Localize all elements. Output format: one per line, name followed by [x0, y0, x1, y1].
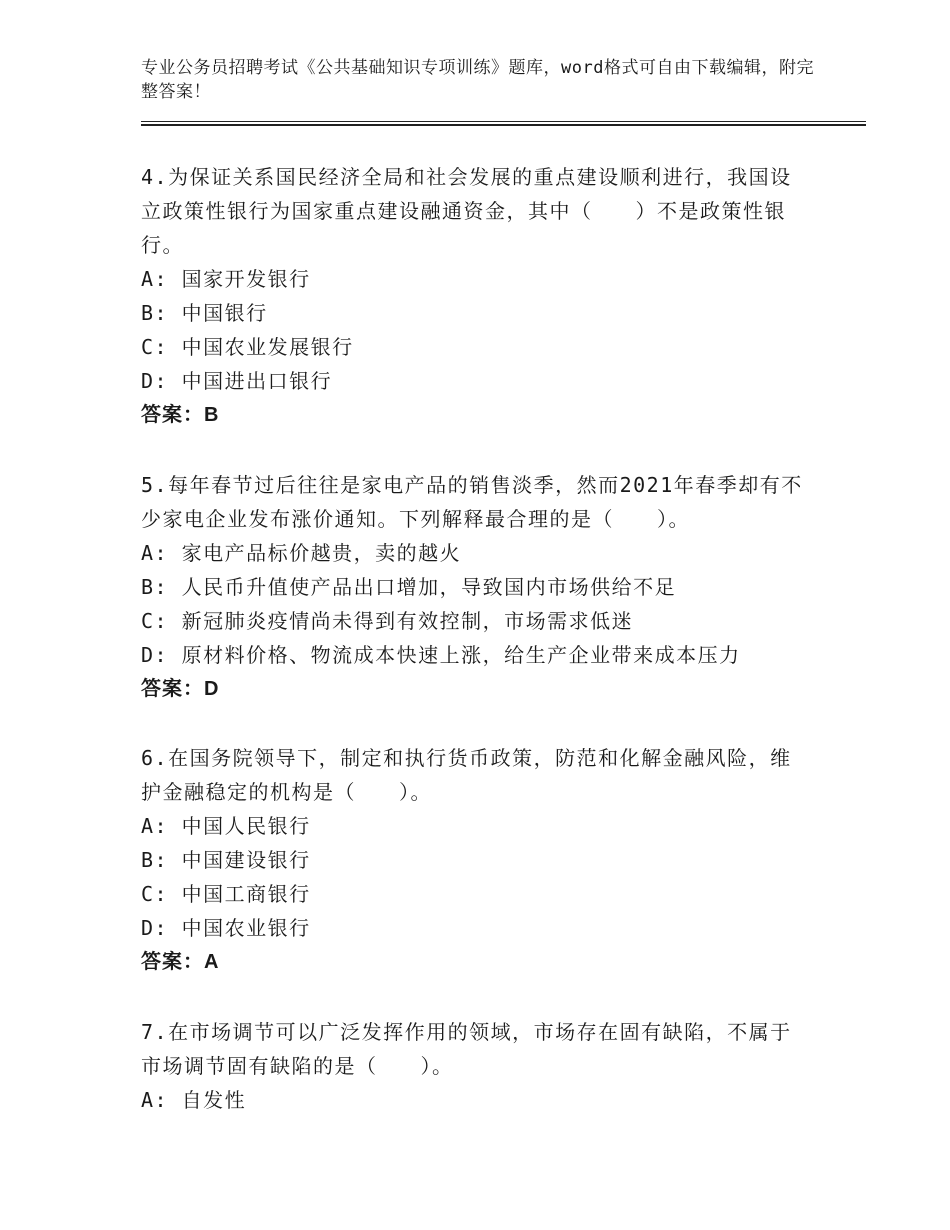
option-d: D: 中国农业银行 — [141, 916, 311, 940]
option-b: B: 中国银行 — [141, 301, 268, 325]
option-d: D: 中国进出口银行 — [141, 369, 333, 393]
question-stem: 4.为保证关系国民经济全局和社会发展的重点建设顺利进行，我国设立政策性银行为国家重点建设融通资金，其中（ ）不是政策性银行。 — [141, 165, 792, 257]
header-divider-thick — [141, 124, 866, 126]
question-stem: 5.每年春节过后往往是家电产品的销售淡季，然而2021年春季却有不少家电企业发布涨价通知。下列解释最合理的是（ ）。 — [141, 473, 803, 531]
question-7 — [141, 1015, 811, 1117]
option-d: D: 原材料价格、物流成本快速上涨，给生产企业带来成本压力 — [141, 643, 741, 667]
question-stem: 6.在国务院领导下，制定和执行货币政策，防范和化解金融风险，维护金融稳定的机构是（ ）。 — [141, 746, 792, 804]
option-c: C: 中国农业发展银行 — [141, 335, 354, 359]
question-stem: 7.在市场调节可以广泛发挥作用的领域，市场存在固有缺陷，不属于市场调节固有缺陷的是（ ）。 — [141, 1020, 792, 1078]
option-b: B: 人民币升值使产品出口增加，导致国内市场供给不足 — [141, 575, 677, 599]
header-divider-thin — [141, 121, 866, 122]
option-a: A: 国家开发银行 — [141, 267, 311, 291]
page-header: 专业公务员招聘考试《公共基础知识专项训练》题库，word格式可自由下载编辑，附完整答案！ — [141, 58, 814, 102]
question-4 — [141, 160, 811, 432]
question-5 — [141, 468, 811, 706]
option-b: B: 中国建设银行 — [141, 848, 311, 872]
answer-line: 答案：D — [141, 678, 220, 700]
question-6 — [141, 741, 811, 979]
option-a: A: 家电产品标价越贵，卖的越火 — [141, 541, 462, 565]
option-c: C: 新冠肺炎疫情尚未得到有效控制，市场需求低迷 — [141, 609, 634, 633]
answer-line: 答案：A — [141, 951, 220, 973]
answer-line: 答案：B — [141, 404, 220, 426]
option-c: C: 中国工商银行 — [141, 882, 311, 906]
option-a: A: 中国人民银行 — [141, 814, 311, 838]
option-a: A: 自发性 — [141, 1088, 247, 1112]
